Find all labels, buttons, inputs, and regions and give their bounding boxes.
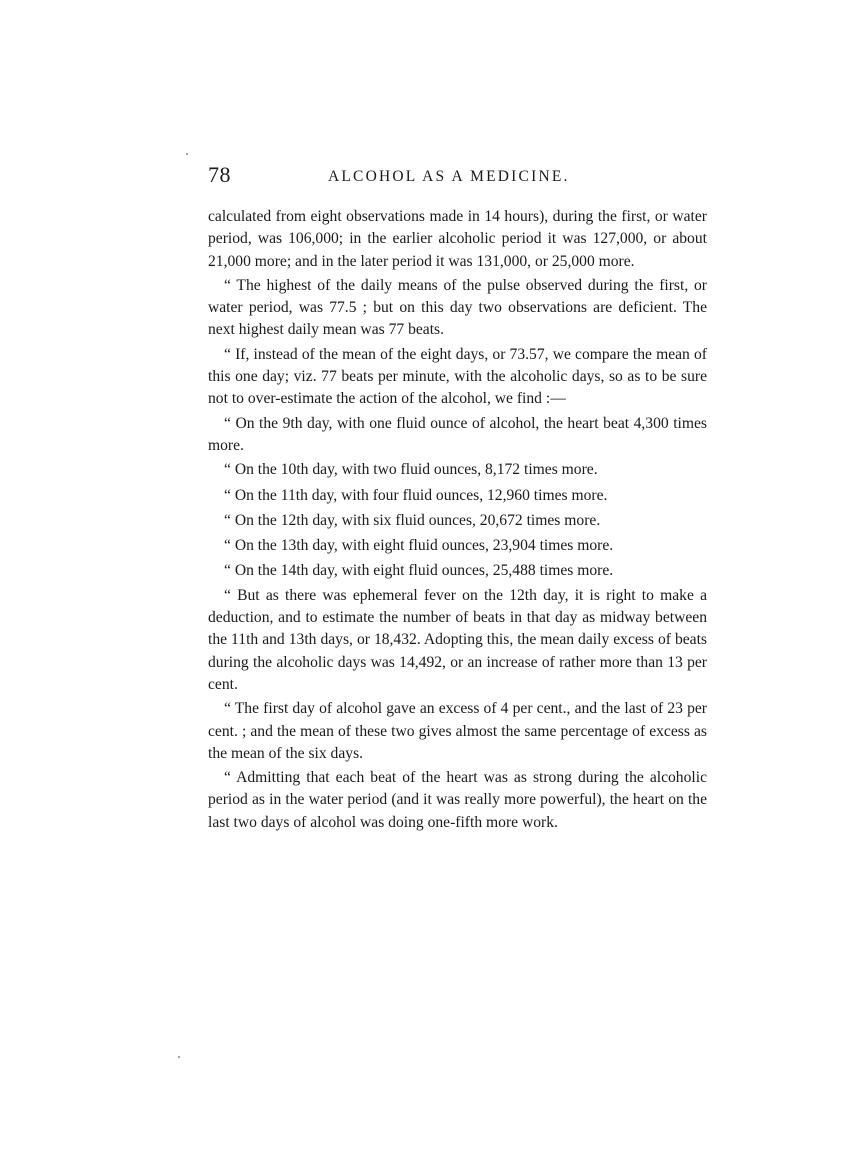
page-number: 78 bbox=[208, 162, 231, 187]
paragraph: “ On the 9th day, with one fluid ounce of alcohol, the heart beat 4,300 times more. bbox=[208, 414, 707, 454]
paragraph: “ On the 14th day, with eight fluid ounces, 25,488 times more. bbox=[224, 562, 614, 580]
page-body bbox=[208, 206, 707, 836]
scan-speck bbox=[186, 153, 188, 155]
paragraph: “ On the 11th day, with four fluid ounces, 12,960 times more. bbox=[224, 486, 608, 504]
scan-speck bbox=[178, 1056, 180, 1058]
page-header bbox=[208, 162, 708, 192]
paragraph: “ On the 12th day, with six fluid ounces, 20,672 times more. bbox=[224, 511, 601, 529]
paragraph: “ The first day of alcohol gave an excess of 4 per cent., and the last of 23 per cent. ; and the mean of these two gives almost the same percentage of excess as the mean of the six days. bbox=[208, 700, 707, 762]
paragraph: “ If, instead of the mean of the eight days, or 73.57, we compare the mean of this one day; viz. 77 beats per minute, with the alcoholic days, so as to be sure not to over-estimate the action of the alcohol, we find :— bbox=[208, 345, 707, 408]
paragraph: “ But as there was ephemeral fever on the 12th day, it is right to make a deduction, and to estimate the number of beats in that day as midway between the 11th and 13th days, or 18,432. Adopting this, the mean daily excess of beats during the alcoholic days was 14,492, or an increase of rather more than 13 per cent. bbox=[208, 586, 707, 693]
paragraph: “ On the 13th day, with eight fluid ounces, 23,904 times more. bbox=[224, 537, 614, 555]
paragraph: “ On the 10th day, with two fluid ounces, 8,172 times more. bbox=[224, 461, 598, 479]
paragraph: “ The highest of the daily means of the pulse observed during the first, or water period, was 77.5 ; but on this day two observations are deficient. The next highest daily mean was 77 beats. bbox=[208, 276, 707, 339]
paragraph: calculated from eight observations made in 14 hours), during the first, or water period, was 106,000; in the earlier alcoholic period it was 127,000, or about 21,000 more; and in the later period it was 131,000, or 25,000 more. bbox=[208, 208, 707, 270]
paragraph: “ Admitting that each beat of the heart was as strong during the alcoholic period as in the water period (and it was really more powerful), the heart on the last two days of alcohol was doing one-fifth more work. bbox=[208, 769, 707, 831]
running-title: ALCOHOL AS A MEDICINE. bbox=[328, 168, 570, 185]
